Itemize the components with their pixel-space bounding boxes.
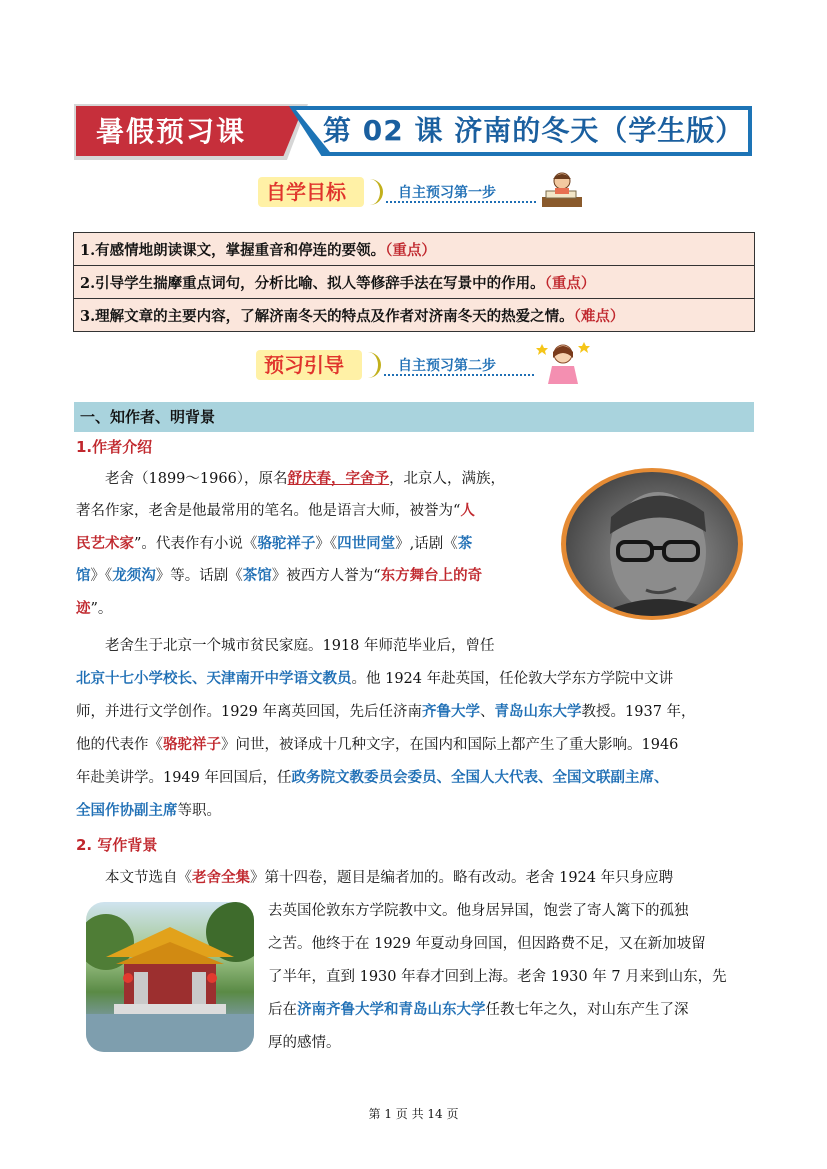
author-line [76, 729, 678, 761]
highlight-blue: 馆 [76, 567, 91, 584]
background-line [268, 994, 689, 1026]
dotted-underline [384, 374, 534, 376]
girl-with-stars-icon [534, 336, 592, 388]
text-run: 后在 [268, 1002, 297, 1018]
author-line [76, 593, 112, 625]
text-run: 》第十四卷，题目是编者加的。略有改动。老舍 1924 年只身应聘 [250, 870, 674, 886]
author-line [76, 528, 472, 560]
text-run: 任教七年之久，对山东产生了深 [485, 1002, 689, 1018]
background-line: 去英国伦敦东方学院教中文。他身居异国，饱尝了寄人篱下的孤独 [268, 903, 689, 919]
subheading-author: 1.作者介绍 [76, 438, 153, 456]
highlight-red: 老舍全集 [192, 869, 250, 886]
author-line [76, 795, 221, 827]
text-run: 》问世，被译成十几种文字，在国内和国际上都产生了重大影响。1946 [221, 737, 679, 753]
tag-subtitle: 自主预习第一步 [398, 185, 496, 201]
highlight-blue: 齐鲁大学 [422, 703, 481, 720]
highlight-blue: 茶馆 [242, 567, 272, 584]
highlight-blue: 青岛山东大学 [494, 703, 582, 720]
text-run: 》,话剧《 [395, 536, 458, 552]
highlight-blue: 四世同堂 [337, 535, 396, 552]
text-run: 著名作家，老舍是他最常用的笔名。他是语言大师，被誉为“ [76, 503, 461, 519]
swirl-decoration [370, 179, 383, 205]
swirl-decoration [368, 352, 381, 378]
goal-mark: （重点） [544, 274, 596, 292]
author-line [105, 630, 495, 662]
text-run: ”。 [90, 601, 113, 617]
text-run: 》被西方人誉为“ [271, 568, 381, 584]
text-run: 老舍（1899～1966），原名 [105, 471, 288, 487]
author-line [76, 696, 696, 728]
subheading-background: 2. 写作背景 [76, 836, 158, 854]
pavilion-photo [86, 902, 254, 1052]
highlight-blue: 龙须沟 [112, 567, 156, 584]
highlight-red: 迹 [76, 600, 91, 617]
highlight-red: 民艺术家 [76, 535, 134, 552]
highlight-red: 东方舞台上的奇 [380, 567, 483, 584]
goal-text: 1.有感情地朗读课文，掌握重音和停连的要领。 [80, 241, 386, 259]
tag-subtitle: 自主预习第二步 [398, 358, 496, 374]
author-line [76, 762, 669, 794]
learning-goals-table [73, 232, 755, 332]
highlight-red: 骆驼祥子 [163, 736, 221, 753]
goal-text: 3.理解文章的主要内容，了解济南冬天的特点及作者对济南冬天的热爱之情。 [80, 307, 574, 325]
dotted-underline [386, 201, 536, 203]
text-run: ”。代表作有小说《 [134, 536, 258, 552]
text-run: 》等。话剧《 [155, 568, 243, 584]
goal-mark: （重点） [385, 241, 436, 259]
text-run: 本文节选自《 [105, 870, 192, 886]
text-run: 》《 [315, 536, 338, 552]
highlight-blue: 全国作协副主席 [76, 802, 178, 819]
background-line [105, 862, 673, 894]
author-portrait [566, 472, 738, 616]
highlight-blue: 茶 [457, 535, 473, 552]
section-tag-goals [258, 177, 588, 207]
text-run: 年赴美讲学。1949 年回国后，任 [76, 770, 292, 786]
text-run: 老舍生于北京一个城市贫民家庭。1918 年师范毕业后，曾任 [105, 638, 495, 654]
goal-cell [74, 299, 755, 332]
text-run: 、 [480, 704, 495, 720]
goal-mark: （难点） [573, 307, 625, 325]
section-tag-guide [256, 350, 596, 380]
section-heading: 一、知作者、明背景 [80, 408, 216, 426]
text-run: 等职。 [177, 803, 221, 819]
author-line [76, 663, 673, 695]
student-reading-icon [538, 169, 588, 213]
goal-text: 2.引导学生揣摩重点词句，分析比喻、拟人等修辞手法在写景中的作用。 [80, 274, 545, 292]
goal-cell [74, 266, 755, 299]
background-line: 之苦。他终于在 1929 年夏动身回国，但因路费不足，又在新加坡留 [268, 936, 706, 952]
tag-label: 自学目标 [258, 177, 364, 207]
background-line: 了半年，直到 1930 年春才回到上海。老舍 1930 年 7 月来到山东，先 [268, 969, 727, 985]
background-line: 厚的感情。 [268, 1035, 341, 1051]
original-name: 舒庆春，字舍予 [287, 470, 390, 487]
goal-cell [74, 233, 755, 266]
text-run: 他的代表作《 [76, 737, 163, 753]
text-run: 师，并进行文学创作。1929 年离英回国，先后任济南 [76, 704, 423, 720]
highlight-red: 人 [460, 502, 475, 519]
text-run: 。他 1924 年赴英国，任伦敦大学东方学院中文讲 [351, 671, 674, 687]
highlight-blue: 北京十七小学校长、天津南开中学语文教员 [76, 670, 352, 687]
author-line [76, 495, 475, 527]
table-row [74, 266, 755, 299]
table-row [74, 233, 755, 266]
banner-course-type: 暑假预习课 [96, 115, 247, 148]
highlight-blue: 济南齐鲁大学和青岛山东大学 [297, 1001, 486, 1018]
page-footer: 第 1 页 共 14 页 [368, 1107, 459, 1121]
highlight-blue: 政务院文教委员会委员、全国人大代表、全国文联副主席、 [291, 769, 669, 786]
text-run: 教授。1937 年， [581, 704, 696, 720]
author-line [76, 560, 482, 592]
pavilion-illustration [86, 902, 254, 1052]
portrait-illustration [566, 472, 738, 616]
tag-label: 预习引导 [256, 350, 362, 380]
highlight-blue: 骆驼祥子 [257, 535, 316, 552]
table-row [74, 299, 755, 332]
page-title: 第 02 课 济南的冬天（学生版） [323, 114, 745, 147]
text-run: ，北京人，满族， [389, 471, 506, 487]
text-run: 》《 [90, 568, 113, 584]
author-line [105, 463, 505, 495]
